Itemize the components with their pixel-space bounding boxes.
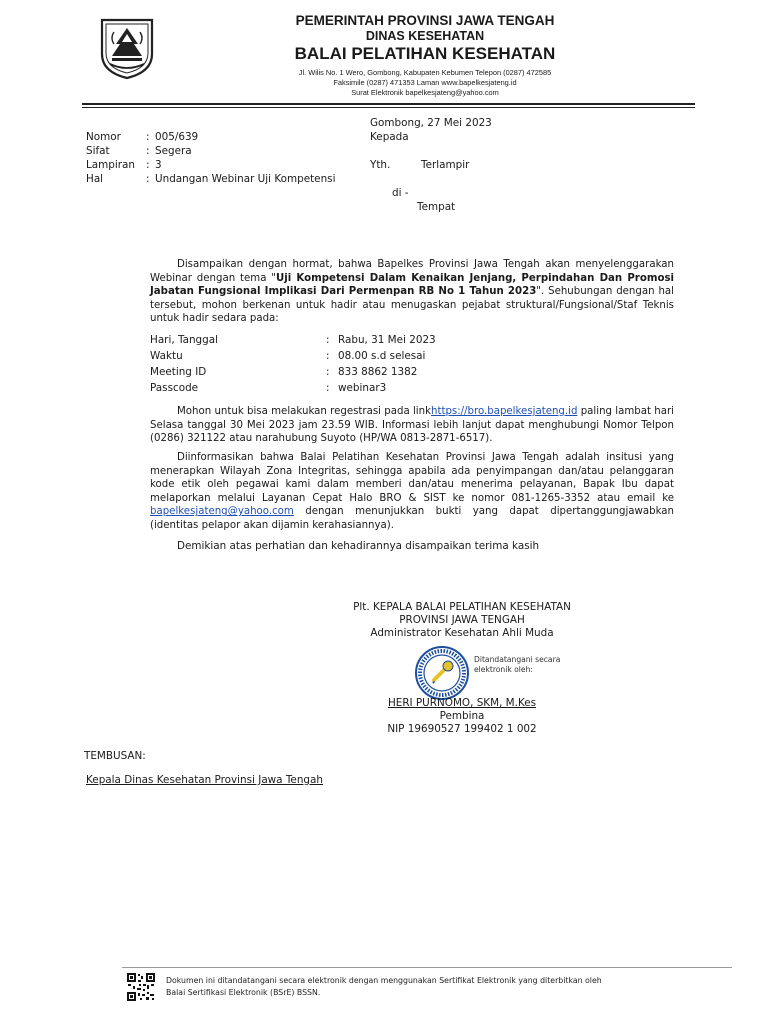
paragraph-invitation-intro: Disampaikan dengan hormat, bahwa Bapelkes Provinsi Jawa Tengah akan menyelenggarakan Webinar dengan tema " bbox=[150, 259, 674, 284]
footer-rule bbox=[122, 967, 732, 968]
meta-label: Sifat bbox=[86, 145, 110, 157]
paragraph-registration-before: Mohon untuk bisa melakukan regestrasi pada link bbox=[177, 406, 431, 417]
letterhead-rule-thin bbox=[82, 107, 695, 108]
schedule-colon: : bbox=[326, 350, 330, 362]
meta-colon: : bbox=[146, 131, 150, 143]
cc-item: Kepala Dinas Kesehatan Provinsi Jawa Tengah bbox=[86, 774, 323, 786]
letterhead-institution: BALAI PELATIHAN KESEHATAN bbox=[294, 44, 556, 63]
signatory-nip: NIP 19690527 199402 1 002 bbox=[387, 723, 537, 735]
letterhead-fax: Faksimile (0287) 471353 Laman www.bapelkesjateng.id bbox=[333, 78, 517, 87]
letter-date: Gombong, 27 Mei 2023 bbox=[370, 117, 492, 129]
footer-line-2: Balai Sertifikasi Elektronik (BSrE) BSSN. bbox=[166, 988, 321, 997]
paragraph-invitation-rest: ". Sehubungan dengan hal tersebut, mohon berkenan untuk hadir atau menugaskan pejabat struktural/Fungsional/Staf Teknis untuk hadir sedara pada: bbox=[150, 286, 674, 325]
recipient-to: Kepada bbox=[370, 131, 409, 143]
letterhead-government: PEMERINTAH PROVINSI JAWA TENGAH bbox=[295, 13, 555, 28]
cc-label: TEMBUSAN: bbox=[84, 750, 146, 762]
schedule-value: 08.00 s.d selesai bbox=[338, 350, 426, 362]
paragraph-integrity-before: Diinformasikan bahwa Balai Pelatihan Kesehatan Provinsi Jawa Tengah adalah insitusi yang menerapkan Wilayah Zona Integritas, sehingga apabila ada penyimpangan dan/atau pelanggaran kode etik oleh pegawai kami dalam memberi dan/atau menerima pelayanan, Bapak Ibu dapat melaporkan melalui Layanan Cepat Halo BRO & SIST ke nomor 081-1265-3352 atau email ke bbox=[150, 452, 674, 504]
meta-colon: : bbox=[146, 173, 150, 185]
meta-label: Hal bbox=[86, 173, 104, 185]
signatory-rank: Pembina bbox=[439, 710, 485, 722]
recipient-place: Tempat bbox=[417, 201, 456, 213]
schedule-label: Passcode bbox=[150, 382, 199, 394]
schedule-colon: : bbox=[326, 334, 330, 346]
signature-title-1: Plt. KEPALA BALAI PELATIHAN KESEHATAN bbox=[353, 601, 571, 613]
closing-line: Demikian atas perhatian dan kehadirannya disampaikan terima kasih bbox=[177, 540, 540, 552]
schedule-label: Meeting ID bbox=[150, 366, 207, 378]
qr-code-icon bbox=[126, 972, 156, 1002]
recipient-yth: Yth. bbox=[370, 159, 391, 171]
signatory-name: HERI PURNOMO, SKM, M.Kes bbox=[387, 697, 537, 709]
recipient-name: Terlampir bbox=[421, 159, 470, 171]
meta-label: Lampiran bbox=[86, 159, 135, 171]
registration-link[interactable]: https://bro.bapelkesjateng.id bbox=[431, 406, 578, 417]
letterhead-email: Surat Elektronik bapelkesjateng@yahoo.com bbox=[351, 88, 499, 97]
report-email-link[interactable]: bapelkesjateng@yahoo.com bbox=[150, 506, 294, 518]
paragraph-registration bbox=[150, 405, 674, 446]
electronic-signature-seal-icon bbox=[414, 645, 470, 701]
meta-label: Nomor bbox=[86, 131, 121, 143]
meta-value: 005/639 bbox=[155, 131, 199, 143]
meta-value: 3 bbox=[155, 159, 162, 171]
meta-colon: : bbox=[146, 159, 150, 171]
esign-note: Ditandatangani secara elektronik oleh: bbox=[474, 655, 561, 674]
recipient-di: di - bbox=[392, 187, 409, 199]
webinar-theme: Uji Kompetensi Dalam Kenaikan Jenjang, Perpindahan Dan Promosi Jabatan Fungsional Implikasi Dari Permenpan RB No 1 Tahun 2023 bbox=[150, 272, 674, 298]
paragraph-integrity-after: dengan menunjukkan bukti yang dapat dipertanggungjawabkan (identitas pelapor akan dijamin kerahasiannya). bbox=[150, 506, 674, 531]
schedule-label: Hari, Tanggal bbox=[150, 334, 218, 346]
meta-colon: : bbox=[146, 145, 150, 157]
signature-title-2: PROVINSI JAWA TENGAH bbox=[399, 614, 525, 626]
letterhead-department: DINAS KESEHATAN bbox=[365, 29, 485, 43]
schedule-value: webinar3 bbox=[338, 382, 387, 394]
schedule-value: 833 8862 1382 bbox=[338, 366, 418, 378]
schedule-label: Waktu bbox=[150, 350, 183, 362]
footer-line-1: Dokumen ini ditandatangani secara elektronik dengan menggunakan Sertifikat Elektronik yang diterbitkan oleh bbox=[166, 976, 602, 985]
paragraph-registration-after: paling lambat hari Selasa tanggal 30 Mei 2023 jam 23.59 WIB. Informasi lebih lanjut dapat menghubungi Nomor Telpon (0286) 321122 atau narahubung Suyoto (HP/WA 0813-2871-6517). bbox=[150, 406, 674, 445]
signature-title-3: Administrator Kesehatan Ahli Muda bbox=[370, 627, 554, 639]
paragraph-invitation bbox=[150, 258, 674, 326]
meta-value: Segera bbox=[155, 145, 192, 157]
schedule-colon: : bbox=[326, 366, 330, 378]
footer-note bbox=[166, 975, 602, 999]
paragraph-integrity-zone bbox=[150, 451, 674, 533]
meta-value: Undangan Webinar Uji Kompetensi bbox=[155, 173, 336, 185]
letterhead-rule-thick bbox=[82, 103, 695, 105]
schedule-value: Rabu, 31 Mei 2023 bbox=[338, 334, 436, 346]
schedule-colon: : bbox=[326, 382, 330, 394]
central-java-emblem-icon bbox=[98, 14, 156, 80]
letterhead-address: Jl. Wilis No. 1 Wero, Gombong, Kabupaten Kebumen Telepon (0287) 472585 bbox=[298, 68, 552, 77]
